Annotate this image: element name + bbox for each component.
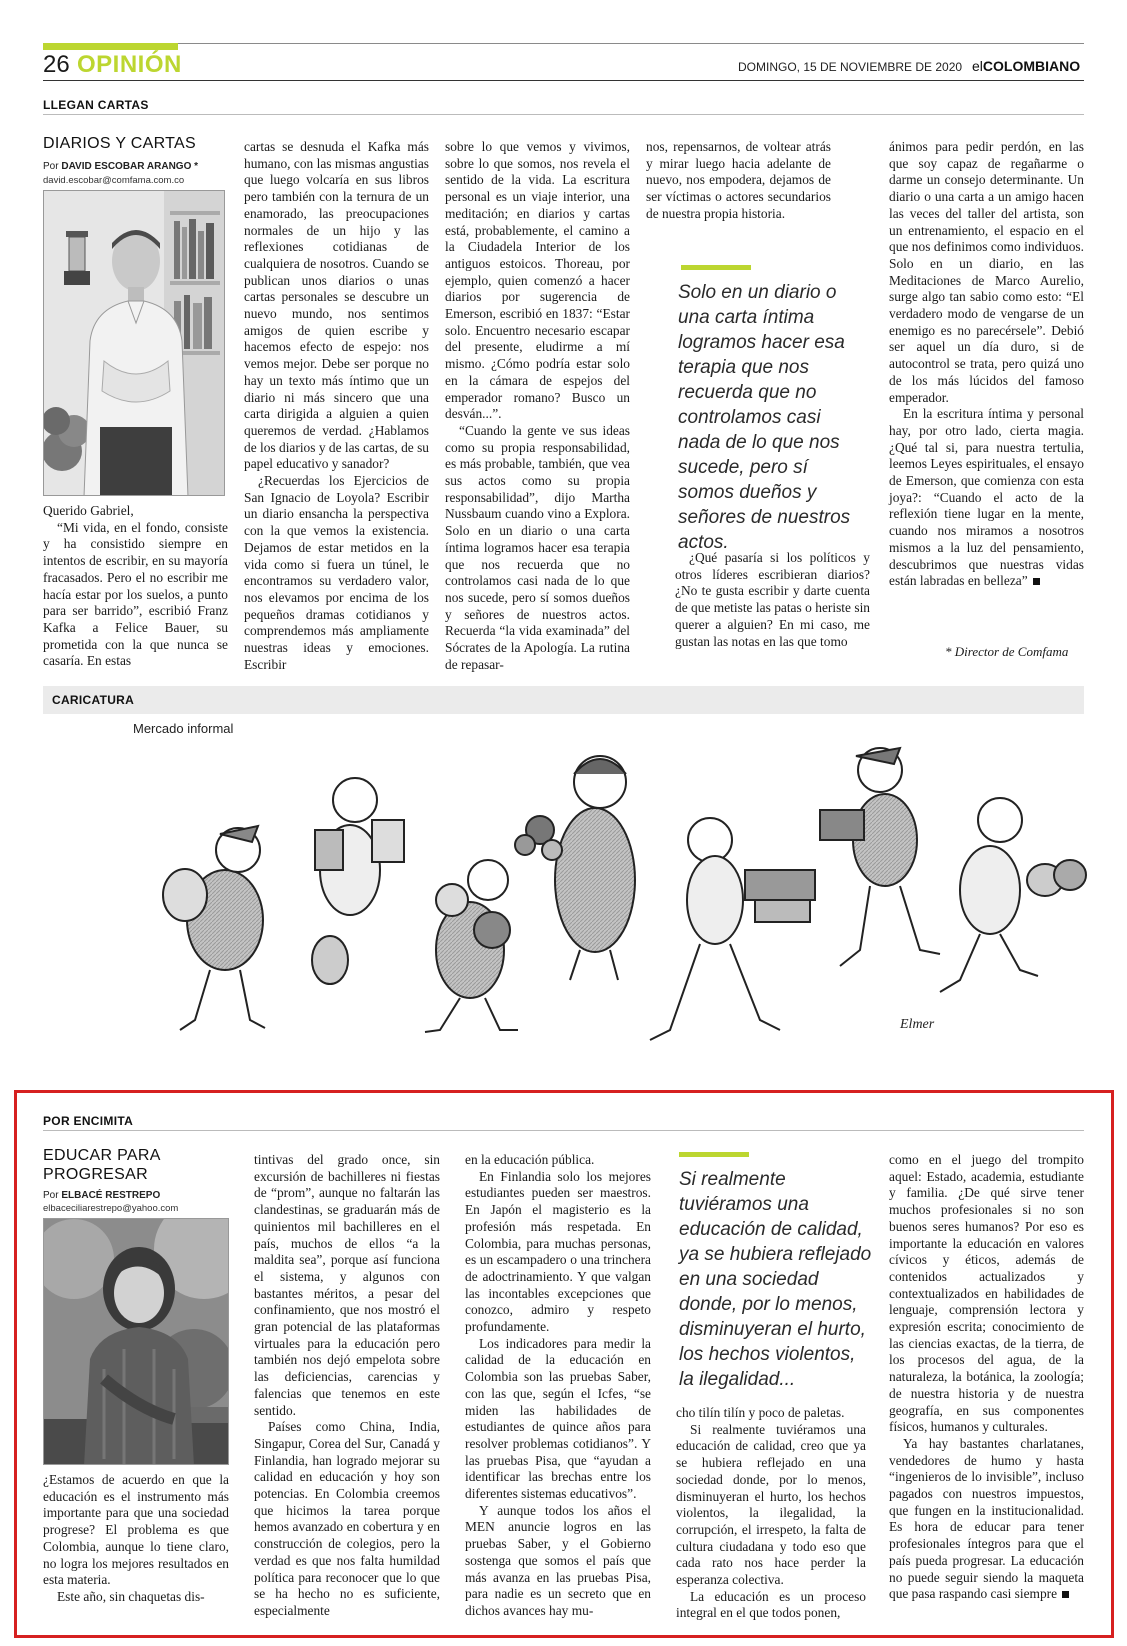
byline [43, 1190, 160, 1201]
author-email: david.escobar@comfama.com.co [43, 175, 185, 186]
section-label-letters: LLEGAN CARTAS [43, 98, 149, 112]
letters-column-3 [445, 139, 630, 674]
paragraph: La educación es un proceso integral en el que todos ponen, [676, 1588, 866, 1621]
end-mark [1033, 578, 1040, 585]
paragraph: Querido Gabriel, [43, 503, 134, 518]
page-number: 26 [43, 51, 70, 78]
paragraph: Si realmente tuviéramos una educación de calidad, creo que ya se hubiera reflejado en una sociedad donde, por lo menos, disminuyeran el hurto, los hechos violentos, la ilegalidad, la corrupción, el irrespeto, la falta de cultura ciudadana y todo eso que cada rato nos hace perder la esperanza colectiva. [676, 1421, 866, 1588]
pullquote-accent [679, 1152, 749, 1157]
paragraph: ¿Recuerdas los Ejercicios de San Ignacio de Loyola? Escribir un diario ensancha la perspectiva con la que vemos la existencia. Dejamos de estar metidos en la vida como si fuera un túnel, le encontramos su verdadero valor, nos elevamos por encima de los pequeños dramas cotidianos y comprendemos más ampliamente nuestras ideas y emociones. Escribir [244, 473, 429, 672]
paragraph: nos, repensarnos, de voltear atrás y mirar luego hacia adelante de nuevo, nos empodera, dejamos de ser víctimas o actores secundarios de nuestra propia historia. [646, 139, 831, 221]
end-mark [1062, 1591, 1069, 1598]
author-email: elbaceciliarestrepo@yahoo.com [43, 1203, 179, 1214]
masthead-name: COLOMBIANO [982, 58, 1081, 74]
education-column-5 [889, 1152, 1084, 1603]
cartoon-illustration [140, 730, 1106, 1050]
byline-prefix: Por [43, 161, 62, 172]
section-divider [43, 114, 1084, 115]
author-name: DAVID ESCOBAR ARANGO * [61, 161, 199, 172]
paragraph: en la educación pública. [465, 1152, 595, 1167]
cartoonist-signature: Elmer [900, 1017, 935, 1032]
paragraph: tintivas del grado once, sin excursión de bachilleres ni fiestas de “prom”, aunque no faltarán las clandestinas, se graduarán más de quinientos mil bachilleres en el país, muchos de ellos “a la maldita sea”, porque así funciona el sistema, y algunos con bastantes méritos, a pesar del confinamiento, que nos mostró el gran potencial de las plataformas virtuales para la educación pero también nos dejó empelota sobre las deficiencias, carencias y falencias que tenemos en este sentido. [254, 1152, 440, 1418]
paragraph: “Mi vida, en el fondo, consiste y ha consistido siempre en intentos de escribir, en su mayoría fracasados. Pero el no escribir me hacía estar por los suelos, a punto para ser barrido”, escribió Franz Kafka a Felice Bauer, su prometida con la que nunca se casaría. En estas [43, 519, 228, 669]
paragraph: sobre lo que vemos y vivimos, sobre lo que somos, nos revela el sentido de la vida. La escritura personal es un viaje interior, una meditación; en diarios y cartas está, probablemente, el camino a la Ciudadela Interior de los antiguos estoicos. Thoreau, por ejemplo, quien comenzó a hacer diarios por sugerencia de Emerson, escribió en 1837: “Estar solo. Encuentro necesario escapar del presente, eludirme a mí mismo. ¿Cómo podría estar solo en la cámara de espejos del emperador romano? Busco un desván...”. [445, 139, 630, 422]
paragraph: Países como China, India, Singapur, Corea del Sur, Canadá y Finlandia, han logrado mejorar su calidad en educación y hoy son potencias. En Colombia creemos que hicimos la tarea porque hemos avanzado en cobertura y en construcción de colegios, pero la verdad es que nos falta humildad política para reconocer que lo que se ha hecho no es suficiente, especialmente [254, 1419, 440, 1618]
paragraph: En Finlandia solo los mejores estudiantes pueden ser maestros. En Japón el magisterio es la profesión más respetada. En Colombia, para muchas personas, es un escampadero o una trinchera de adoctrinamiento. Y que valgan las incontables excepciones que conozco, admiro y respeto profundamente. [465, 1168, 651, 1335]
education-column-2 [254, 1152, 440, 1620]
letters-column-4b [675, 550, 870, 650]
paragraph: ánimos para pedir perdón, en las que soy capaz de regañarme o darme un consejo determinante. Un diario o una carta a un amigo hacen las veces del taller del artista, son un entrenamiento, el espacio en el que nos definimos como individuos. Solo en un diario, en las Meditaciones de Marco Aurelio, surge algo tan sabio como esto: “El verdadero modo de vengarse de un enemigo es no parecérsele”. Debió ser aquel un día duro, si de autocontrol se trata, pero quizá uno de los más lúcidos del famoso emperador. [889, 139, 1084, 405]
masthead [972, 58, 1080, 74]
byline-prefix: Por [43, 1190, 62, 1201]
headline-line-2: PROGRESAR [43, 1166, 148, 1183]
paragraph: Y aunque todos los años el MEN anuncie logros en las pruebas Saber, y el Gobierno sostenga que somos el país que más avanza en las pruebas Pisa, para nadie es un secreto que en dichos avances hay mu- [465, 1502, 651, 1618]
paragraph: ¿Estamos de acuerdo en que la educación es el instrumento más importante para que una sociedad progrese? El problema es que Colombia, aunque lo tiene claro, no logra los mejores resultados en esta materia. [43, 1472, 229, 1588]
headline-line-1: EDUCAR PARA [43, 1147, 161, 1164]
section-accent-bar [43, 43, 178, 50]
letters-column-1 [43, 503, 228, 670]
header-rule [43, 43, 1084, 44]
section-label-opinion: POR ENCIMITA [43, 1114, 134, 1128]
author-name: ELBACÉ RESTREPO [61, 1190, 161, 1201]
paragraph: Los indicadores para medir la calidad de la educación en Colombia son las pruebas Saber, con las que, según el Icfes, “se miden las habilidades de estudiantes de quince años para resolver problemas cotidianos”. Y las pruebas Pisa, que “ayudan a identificar las brechas entre los diferentes sistemas educativos”. [465, 1335, 651, 1502]
pullquote-accent [681, 265, 751, 270]
pullquote: Si realmente tuviéramos una educación de calidad, ya se hubiera reflejado en una sociedad donde, por lo menos, disminuyeran el hurto, los hechos violentos, la ilegalidad... [679, 1169, 872, 1390]
paragraph: “Cuando la gente ve sus ideas como su propia responsabilidad, es más probable, también, que vea sus actos como su propia responsabilidad”, dijo Martha Nussbaum cuando vino a Explora. Solo en un diario o una carta íntima logramos hacer esa terapia que nos recuerda que no controlamos casi nada de lo que nos sucede, pero sí somos dueños y señores de nuestros actos. Recuerda “la vida examinada” del Sócrates de la Apología. La rutina de repasar- [445, 422, 630, 672]
author-photo [43, 190, 225, 496]
byline [43, 161, 198, 172]
section-label-cartoon: CARICATURA [52, 693, 135, 707]
education-column-4 [676, 1405, 866, 1622]
paragraph: En la escritura íntima y personal hay, por otro lado, cierta magia. ¿Qué tal si, para nuestra tertulia, leemos Leyes espirituales, el ensayo de Emerson, que comienza con esta joya?: “Cuando el acto de la reflexión tiene lugar en la mente, cuando nos miramos a nosotros mismos a la luz del pensamiento, descubrimos que nuestras vidas están labradas en belleza” [889, 406, 1084, 589]
cartoon-section-band [43, 686, 1084, 714]
paragraph: Ya hay bastantes charlatanes, vendedores de humo y hasta “ingenieros de lo invisible”, incluso pagados con nuestros impuestos, que fungen en la institucionalidad. Es hora de educar para tener profesionales íntegros para que el país pueda progresar. La educación no puede seguir siendo la maqueta que pasa raspando casi siempre [889, 1435, 1084, 1602]
section-name: OPINIÓN [77, 51, 182, 78]
paragraph: cho tilín tilín y poco de paletas. [676, 1405, 845, 1420]
education-column-3 [465, 1152, 651, 1620]
masthead-rule [43, 80, 1084, 81]
letters-column-5 [889, 139, 1084, 590]
section-divider [43, 1130, 1084, 1131]
paragraph: ¿Qué pasaría si los políticos y otros líderes escribieran diarios? ¿No te gusta escribir y darte cuenta de que metiste las patas o heriste sin querer a alguien? En mi caso, me gustan las notas en las que tomo [675, 550, 870, 649]
issue-date: DOMINGO, 15 DE NOVIEMBRE DE 2020 [738, 60, 963, 74]
pullquote: Solo en un diario o una carta íntima logramos hacer esa terapia que nos recuerda que no controlamos casi nada de lo que nos sucede, pero sí somos dueños y señores de nuestros actos. [678, 282, 851, 553]
paragraph: Este año, sin chaquetas dis- [57, 1588, 205, 1604]
article-headline [43, 1146, 161, 1184]
article-headline: DIARIOS Y CARTAS [43, 135, 196, 152]
paragraph: como en el juego del trompito aquel: Estado, academia, estudiante y familia. ¿De qué sirve tener muchos profesionales si no son buenos seres humanos? Por eso es importante la educación en valores cívicos y éticos, además de contenidos actualizados y contextualizados en habilidades de lenguaje, comprensión lectora y expresión escrita; conocimiento de las ciencias exactas, de la tierra, de los procesos del agua, de la naturaleza, la botánica, la zoología; de nuestra historia y de nuestra geografía, en sus componentes físicos, humanos y culturales. [889, 1152, 1084, 1435]
footnote: * Director de Comfama [945, 644, 1069, 659]
letters-column-2 [244, 139, 429, 674]
author-photo [43, 1218, 229, 1465]
education-column-1 [43, 1472, 229, 1606]
paragraph: cartas se desnuda el Kafka más humano, con las mismas angustias que luego volcaría en sus libros pero también con la ternura de un enamorado, las preocupaciones normales de un hijo y las reflexiones cotidianas de cualquiera de nosotros. Cuando se publican unos diarios o unas cartas personales se descubre un nuevo mundo, nos sentimos amigos de quien escribe y hacemos efecto de espejo: nos vemos mejor. Debe ser porque no hay un texto más íntimo que un diario ni más sincero que una carta dirigida a alguien a quien queremos de verdad. ¿Hablamos de los diarios y de las cartas, de su papel educativo y sanador? [244, 139, 429, 472]
cartoon-title: Mercado informal [133, 721, 234, 736]
letters-column-4 [646, 139, 831, 223]
masthead-prefix: el [972, 58, 983, 74]
